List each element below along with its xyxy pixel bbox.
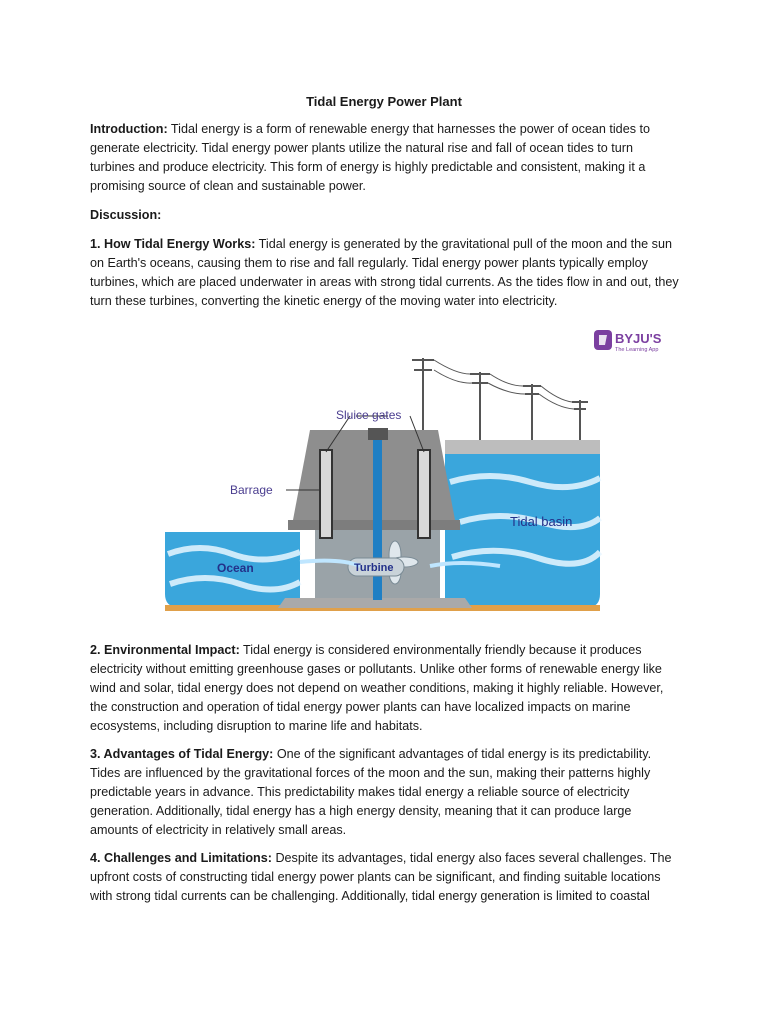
- section-4-text: Despite its advantages, tidal energy also faces several challenges. The upfront costs of constructing tidal energy power plants can be significant, and finding suitable locations with strong tidal currents can be challenging. Additionally, tidal energy generation is limited to coastal: [90, 851, 672, 903]
- tidal-plant-diagram: [160, 322, 680, 617]
- label-sluice-gates: Sluice gates: [336, 408, 402, 422]
- sluice-gate-right: [418, 450, 430, 538]
- intro-text: Tidal energy is a form of renewable energy that harnesses the power of ocean tides to generate electricity. Tidal energy power plants utilize the natural rise and fall of ocean tides to turn turbines and produce electricity. This form of energy is highly predictable and consistent, making it a promising source of clean and sustainable power.: [90, 122, 650, 193]
- section-4-paragraph: [90, 849, 680, 906]
- power-poles: [412, 358, 588, 442]
- shaft-cap: [368, 428, 388, 440]
- byjus-logo-tagline: The Learning App: [615, 347, 659, 353]
- land-strip: [445, 440, 600, 454]
- label-ocean: Ocean: [217, 561, 254, 575]
- section-2-label: 2. Environmental Impact:: [90, 643, 240, 657]
- intro-paragraph: [90, 120, 680, 196]
- byjus-logo-text: BYJU'S: [615, 331, 662, 346]
- section-3-label: 3. Advantages of Tidal Energy:: [90, 747, 274, 761]
- section-2-text: Tidal energy is considered environmentally friendly because it produces electricity without emitting greenhouse gases or pollutants. Unlike other forms of renewable energy like wind and solar, tidal energy does not depend on weather conditions, making it highly reliable. However, the construction and operation of tidal energy power plants can have localized impacts on marine ecosystems, including disruption to marine life and habitats.: [90, 643, 664, 733]
- section-1-label: 1. How Tidal Energy Works:: [90, 237, 256, 251]
- section-4-label: 4. Challenges and Limitations:: [90, 851, 272, 865]
- section-1-paragraph: [90, 235, 680, 311]
- label-turbine: Turbine: [354, 562, 394, 574]
- discussion-heading: Discussion:: [90, 208, 162, 222]
- byjus-logo: [594, 330, 662, 353]
- document-title: Tidal Energy Power Plant: [306, 94, 462, 109]
- section-3-paragraph: [90, 745, 680, 840]
- intro-label: Introduction:: [90, 122, 168, 136]
- label-tidal-basin: Tidal basin: [510, 514, 573, 529]
- section-1-text: Tidal energy is generated by the gravitational pull of the moon and the sun on Earth's oceans, causing them to rise and fall regularly. Tidal energy power plants typically employ turbines, which are placed underwater in areas with strong tidal currents. As the tides flow in and out, they turn these turbines, converting the kinetic energy of the moving water into electricity.: [90, 237, 679, 308]
- label-barrage: Barrage: [230, 483, 273, 497]
- section-2-paragraph: [90, 641, 680, 736]
- section-3-text: One of the significant advantages of tidal energy is its predictability. Tides are influenced by the gravitational forces of the moon and the sun, making their patterns highly predictable years in advance. This predictability makes tidal energy a reliable source of electricity generation. Additionally, tidal energy has a high energy density, meaning that it can produce large amounts of electricity in relatively small areas.: [90, 747, 652, 837]
- sluice-gate-left: [320, 450, 332, 538]
